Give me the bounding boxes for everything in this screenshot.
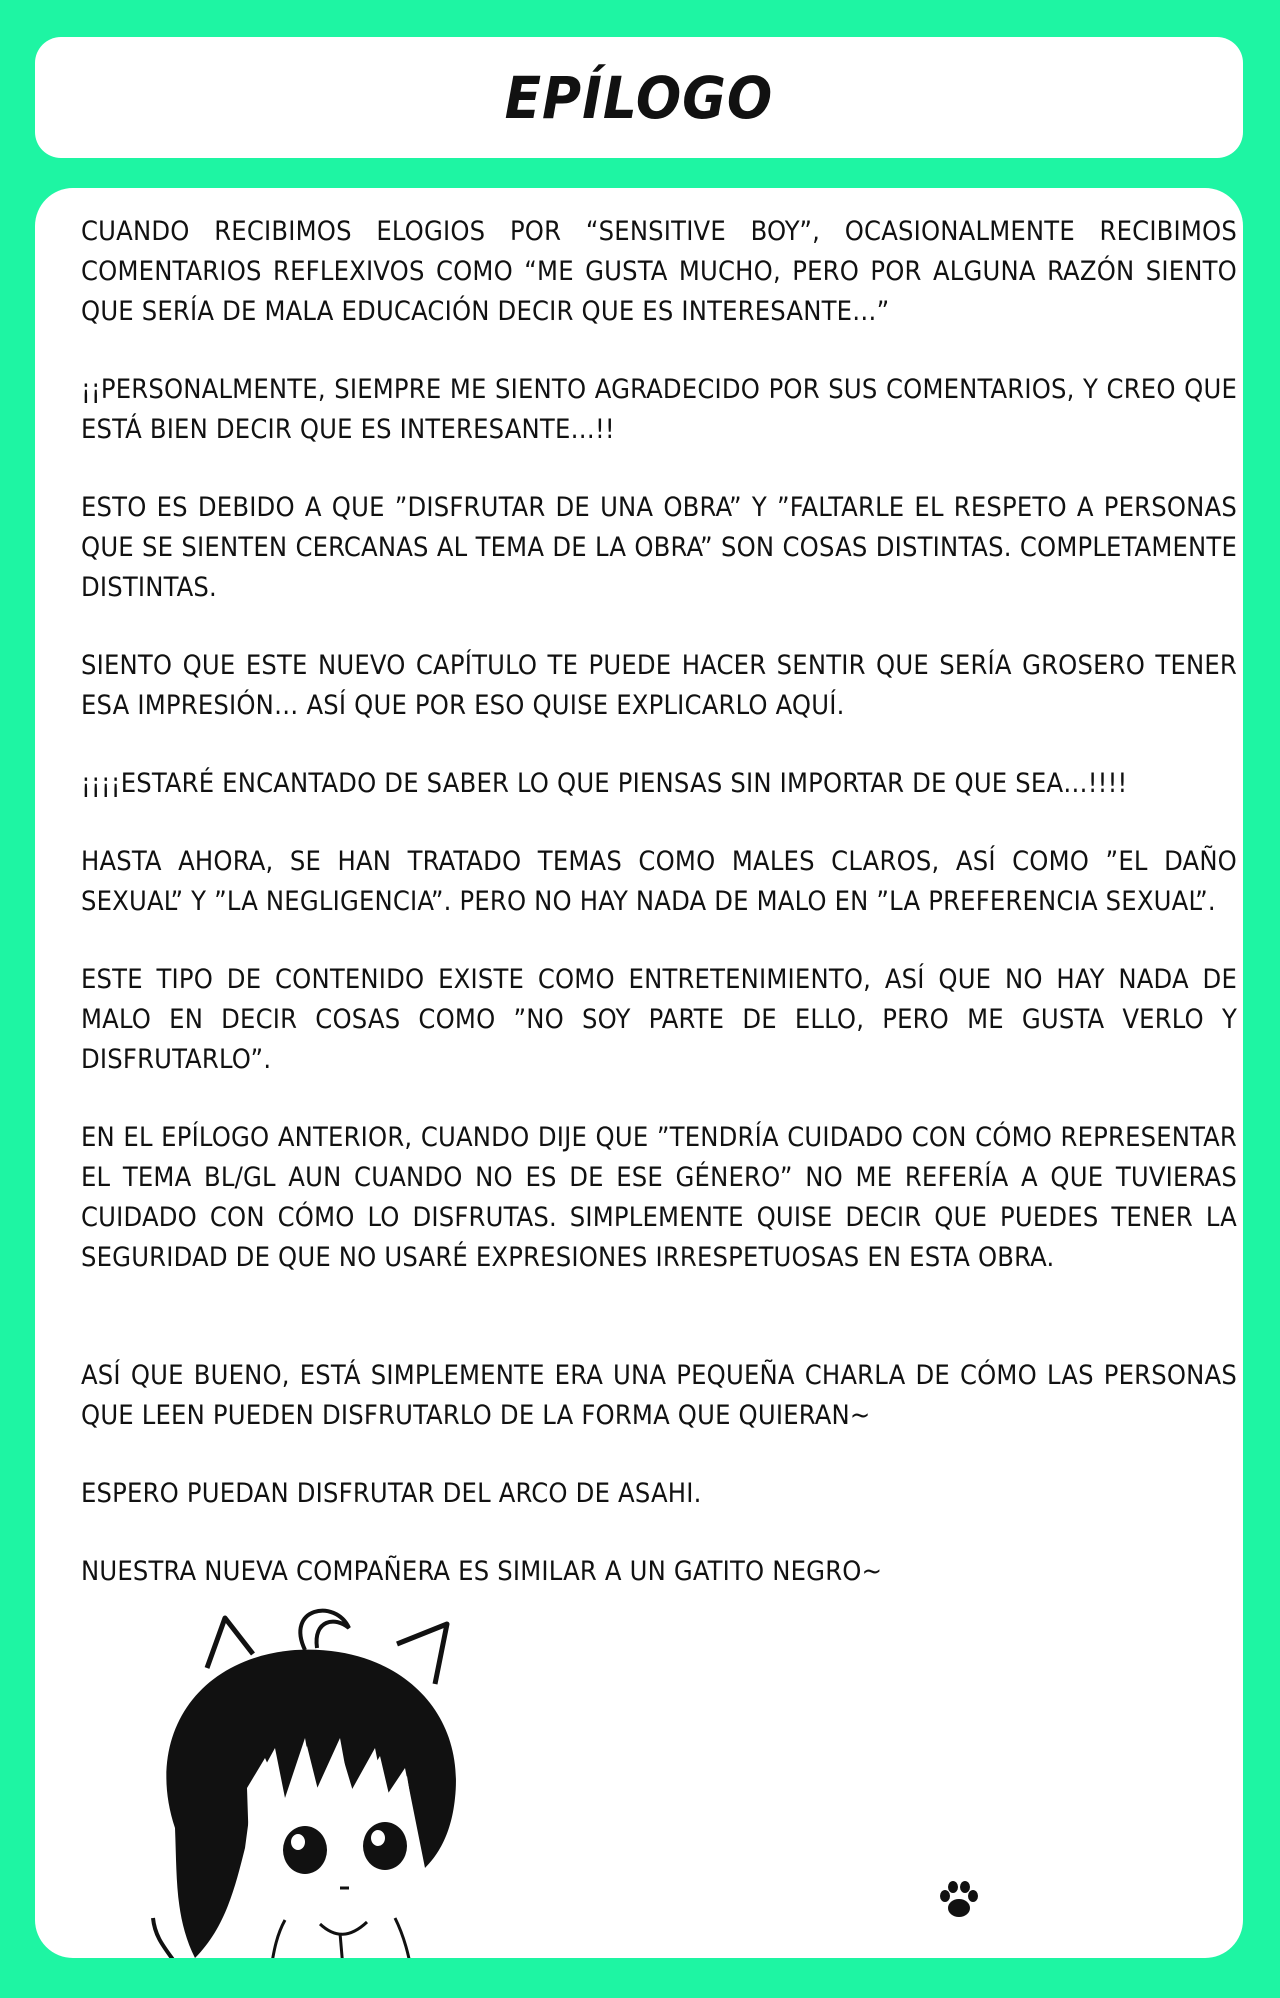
title-banner <box>35 37 1243 158</box>
paragraph: ¡¡¡¡ESTARÉ ENCANTADO DE SABER LO QUE PIENSAS SIN IMPORTAR DE QUE SEA…!!!! <box>81 768 1128 799</box>
paragraph: ESTO ES DEBIDO A QUE ”DISFRUTAR DE UNA OBRA” Y ”FALTARLE EL RESPETO A PERSONAS QUE SE SIENTEN CERCANAS AL TEMA DE LA OBRA” SON COSAS DISTINTAS. COMPLETAMENTE DISTINTAS. <box>81 492 1237 603</box>
paragraph: EN EL EPÍLOGO ANTERIOR, CUANDO DIJE QUE ”TENDRÍA CUIDADO CON CÓMO REPRESENTAR EL TEMA BL/GL AUN CUANDO NO ES DE ESE GÉNERO” NO ME REFERÍA A QUE TUVIERAS CUIDADO CON CÓMO LO DISFRUTAS. SIMPLEMENTE QUISE DECIR QUE PUEDES TENER LA SEGURIDAD DE QUE NO USARÉ EXPRESIONES IRRESPETUOSAS EN ESTA OBRA. <box>81 1122 1237 1273</box>
epilogue-panel <box>35 188 1243 1958</box>
paragraph: NUESTRA NUEVA COMPAÑERA ES SIMILAR A UN GATITO NEGRO~ <box>81 1556 883 1587</box>
paragraph: ASÍ QUE BUENO, ESTÁ SIMPLEMENTE ERA UNA PEQUEÑA CHARLA DE CÓMO LAS PERSONAS QUE LEEN PUEDEN DISFRUTARLO DE LA FORMA QUE QUIERAN~ <box>81 1360 1237 1431</box>
paw-print-icon <box>937 1878 981 1920</box>
paragraph: ESTE TIPO DE CONTENIDO EXISTE COMO ENTRETENIMIENTO, ASÍ QUE NO HAY NADA DE MALO EN DECIR COSAS COMO ”NO SOY PARTE DE ELLO, PERO ME GUSTA VERLO Y DISFRUTARLO”. <box>81 964 1237 1075</box>
paragraph: CUANDO RECIBIMOS ELOGIOS POR “SENSITIVE BOY”, OCASIONALMENTE RECIBIMOS COMENTARIOS REFLEXIVOS COMO “ME GUSTA MUCHO, PERO POR ALGUNA RAZÓN SIENTO QUE SERÍA DE MALA EDUCACIÓN DECIR QUE ES INTERESANTE…” <box>81 216 1237 327</box>
paragraph: ESPERO PUEDAN DISFRUTAR DEL ARCO DE ASAHI. <box>81 1478 702 1509</box>
epilogue-text <box>81 212 1237 1630</box>
paragraph: SIENTO QUE ESTE NUEVO CAPÍTULO TE PUEDE HACER SENTIR QUE SERÍA GROSERO TENER ESA IMPRESIÓN… ASÍ QUE POR ESO QUISE EXPLICARLO AQUÍ. <box>81 650 1237 721</box>
page-title: EPÍLOGO <box>504 63 774 132</box>
cat-girl-chibi-icon <box>135 1588 515 1958</box>
paragraph: ¡¡PERSONALMENTE, SIEMPRE ME SIENTO AGRADECIDO POR SUS COMENTARIOS, Y CREO QUE ESTÁ BIEN DECIR QUE ES INTERESANTE…!! <box>81 374 1237 445</box>
paragraph: HASTA AHORA, SE HAN TRATADO TEMAS COMO MALES CLAROS, ASÍ COMO ”EL DAÑO SEXUAL” Y ”LA NEGLIGENCIA”. PERO NO HAY NADA DE MALO EN ”LA PREFERENCIA SEXUAL”. <box>81 846 1237 917</box>
